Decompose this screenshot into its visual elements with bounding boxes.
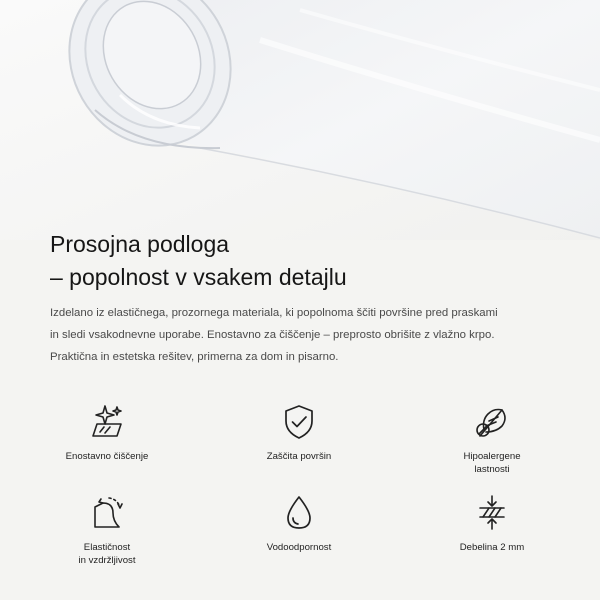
feature-label: Hipoalergene lastnosti [463,451,521,475]
thickness-arrows-icon [472,493,512,533]
transparent-roll-illustration [0,0,600,240]
feature-hypoallergenic [402,402,582,476]
feature-surface-protection [209,402,389,463]
feature-elasticity [17,493,197,567]
shield-check-icon [279,402,319,442]
feature-label: Enostavno čiščenje [65,451,149,462]
description-line-1: Izdelano iz elastičnega, prozornega materiala, ki popolnoma ščiti površine pred praskami [50,307,498,319]
product-description [50,302,570,368]
water-drop-icon [279,493,319,533]
description-line-2: in sledi vsakodnevne uporabe. Enostavno za čiščenje – preprosto obrišite z vlažno krpo. [50,329,495,341]
flexible-sheet-icon [87,493,127,533]
page-title [50,228,570,294]
feature-label: Debelina 2 mm [459,542,525,553]
feature-easy-cleaning [17,402,197,463]
description-line-3: Praktična in estetska rešitev, primerna za dom in pisarno. [50,351,339,363]
feature-label: Zaščita površin [266,451,332,462]
hypoallergenic-feather-icon [472,402,512,442]
title-line-2: – popolnost v vsakem detajlu [50,264,347,290]
sparkle-surface-icon [87,402,127,442]
hero-image [0,0,600,240]
title-line-1: Prosojna podloga [50,231,230,257]
feature-water-resistance [209,493,389,554]
feature-label: Vodoodpornost [266,542,332,553]
feature-label: Elastičnost in vzdržljivost [78,542,136,566]
feature-thickness [402,493,582,554]
